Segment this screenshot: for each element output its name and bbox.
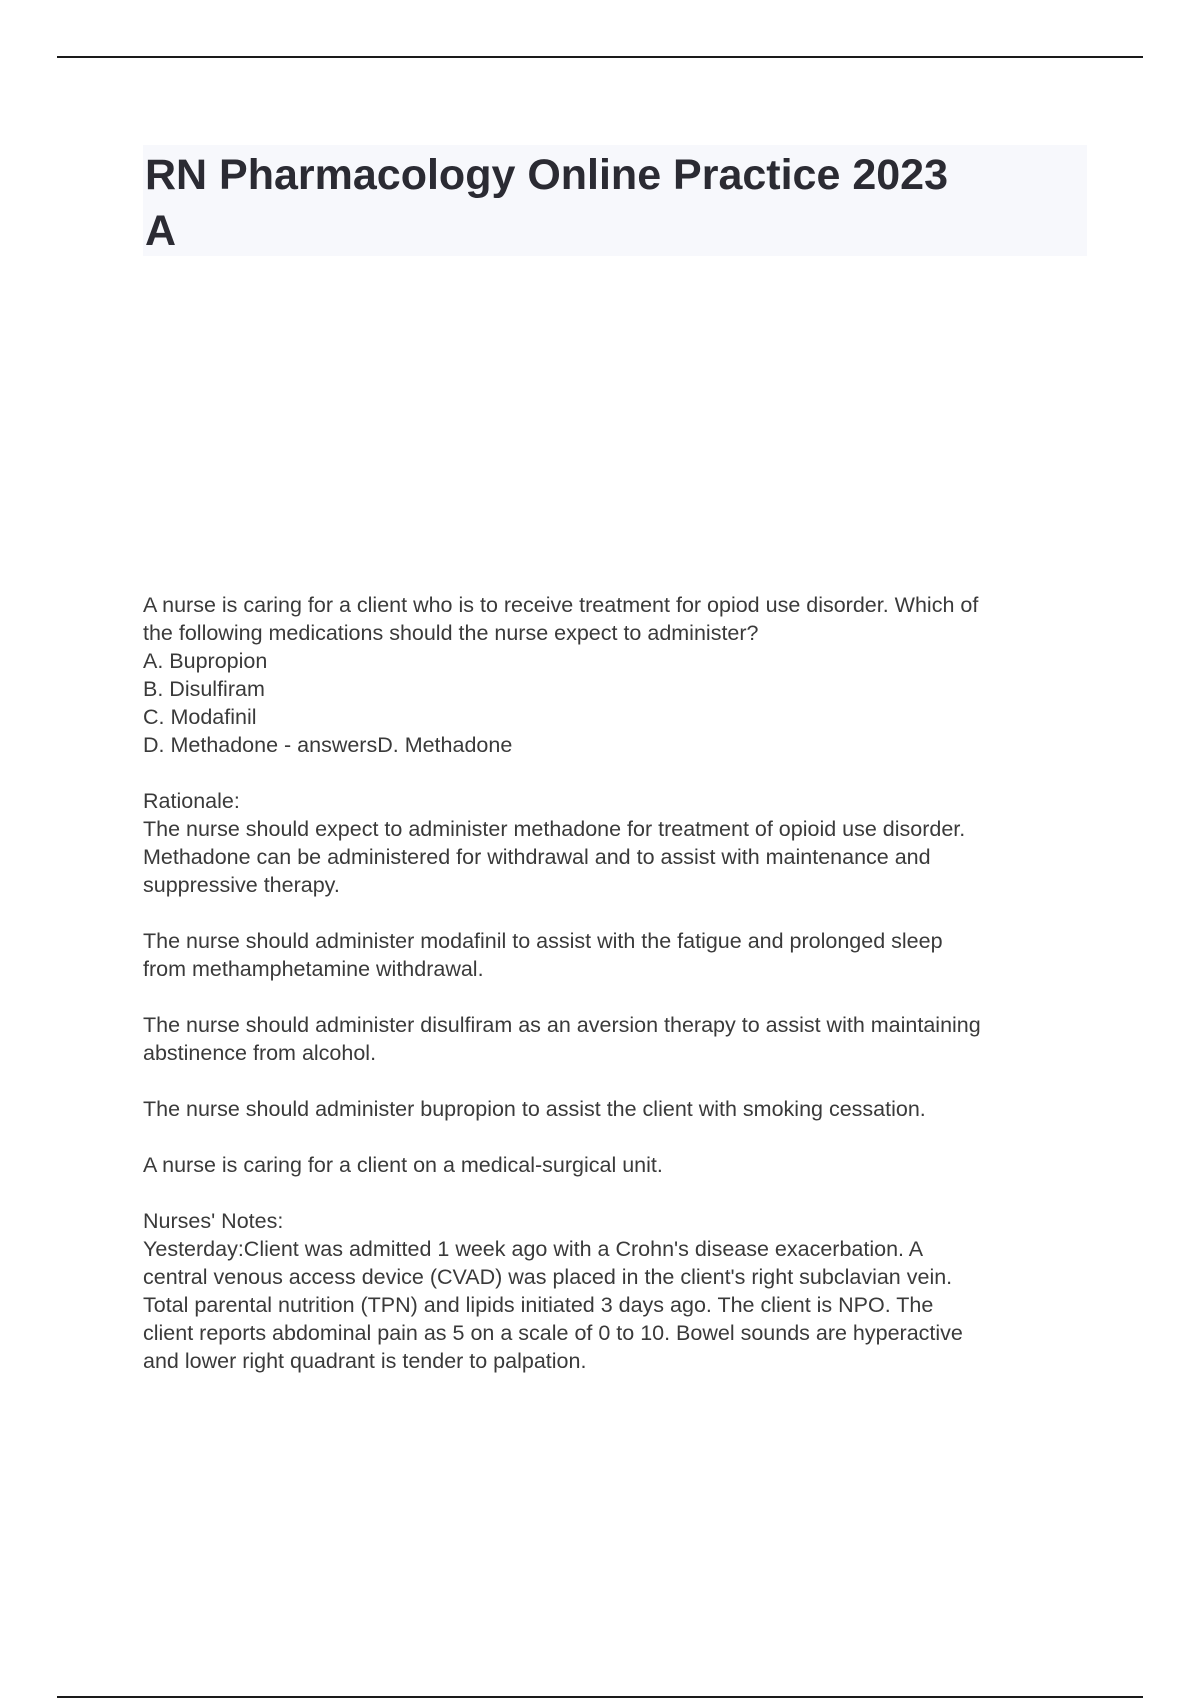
- notes-line: Total parental nutrition (TPN) and lipids initiated 3 days ago. The client is NPO. The: [143, 1293, 934, 1317]
- answer-option-c: C. Modafinil: [143, 705, 257, 729]
- title-block: [143, 145, 1087, 256]
- paragraph-line: abstinence from alcohol.: [143, 1041, 377, 1065]
- paragraph-line: The nurse should administer disulfiram as an aversion therapy to assist with maintaining: [143, 1013, 981, 1037]
- rationale-paragraph-2: [143, 927, 1093, 983]
- question-2: [143, 1151, 1093, 1375]
- rationale-paragraph-4: [143, 1095, 1093, 1123]
- notes-line: and lower right quadrant is tender to palpation.: [143, 1349, 587, 1373]
- paragraph-line: from methamphetamine withdrawal.: [143, 957, 484, 981]
- title-line-2: A: [145, 207, 177, 255]
- paragraph-line: The nurse should expect to administer methadone for treatment of opioid use disorder.: [143, 817, 966, 841]
- spacer: [143, 899, 1093, 927]
- answer-option-a: A. Bupropion: [143, 649, 268, 673]
- rationale-paragraph-3: [143, 1011, 1093, 1067]
- rationale-paragraph-1: [143, 815, 1093, 899]
- spacer: [143, 1179, 1093, 1207]
- bottom-divider: [57, 1696, 1143, 1698]
- nurses-notes-heading: Nurses' Notes:: [143, 1209, 284, 1233]
- answer-option-b: B. Disulfiram: [143, 677, 265, 701]
- title-line-1: RN Pharmacology Online Practice 2023: [145, 151, 948, 199]
- paragraph-line: suppressive therapy.: [143, 873, 340, 897]
- spacer: [143, 759, 1093, 787]
- page-title: [145, 147, 1087, 259]
- answer-option-d: D. Methadone - answersD. Methadone: [143, 733, 513, 757]
- question-stem-line-1: A nurse is caring for a client who is to receive treatment for opiod use disorder. Which of: [143, 593, 979, 617]
- paragraph-line: The nurse should administer modafinil to assist with the fatigue and prolonged sleep: [143, 929, 943, 953]
- spacer: [143, 983, 1093, 1011]
- question-2-intro: A nurse is caring for a client on a medical-surgical unit.: [143, 1153, 663, 1177]
- notes-line: central venous access device (CVAD) was placed in the client's right subclavian vein.: [143, 1265, 953, 1289]
- spacer: [143, 1067, 1093, 1095]
- paragraph-line: The nurse should administer bupropion to assist the client with smoking cessation.: [143, 1097, 926, 1121]
- spacer: [143, 1123, 1093, 1151]
- nurses-notes: [143, 1235, 1093, 1375]
- paragraph-line: Methadone can be administered for withdrawal and to assist with maintenance and: [143, 845, 931, 869]
- question-1: [143, 591, 1093, 759]
- rationale-section: [143, 787, 1093, 1123]
- document-body: [143, 591, 1093, 1375]
- notes-line: client reports abdominal pain as 5 on a scale of 0 to 10. Bowel sounds are hyperactive: [143, 1321, 963, 1345]
- notes-line: Yesterday:Client was admitted 1 week ago with a Crohn's disease exacerbation. A: [143, 1237, 924, 1261]
- rationale-heading: Rationale:: [143, 789, 240, 813]
- top-divider: [57, 56, 1143, 58]
- question-stem-line-2: the following medications should the nurse expect to administer?: [143, 621, 759, 645]
